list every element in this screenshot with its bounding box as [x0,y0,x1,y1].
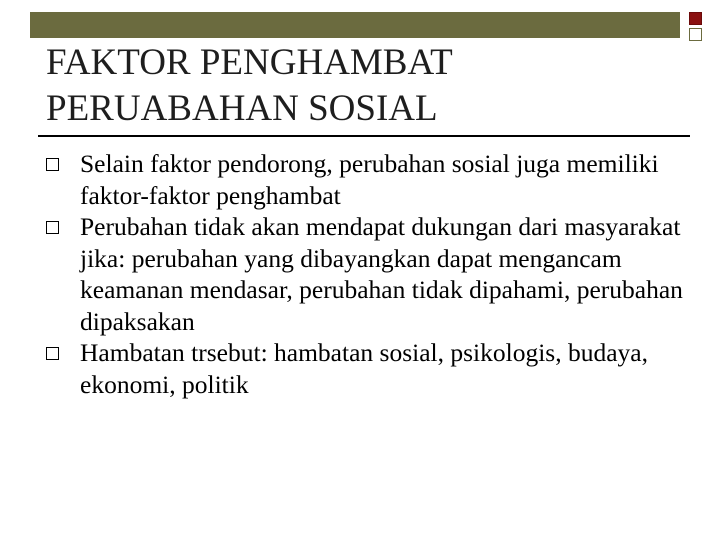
slide-title: FAKTOR PENGHAMBAT PERUABAHAN SOSIAL [46,42,453,129]
bullet-text: Selain faktor pendorong, perubahan sosial juga memiliki faktor-faktor penghambat [80,149,659,210]
bullet-item [46,211,696,337]
bullet-item [46,148,696,211]
top-decorative-bar [30,12,680,38]
square-bullet-icon [46,221,59,234]
title-divider [38,135,690,137]
bullet-item [46,337,696,400]
square-bullet-icon [46,347,59,360]
bullet-text: Hambatan trsebut: hambatan sosial, psikologis, budaya, ekonomi, politik [80,338,648,399]
square-bullet-icon [46,158,59,171]
outline-square-icon [689,28,702,41]
red-square-icon [689,12,702,25]
bullet-list [46,148,696,400]
bullet-text: Perubahan tidak akan mendapat dukungan dari masyarakat jika: perubahan yang dibayangkan dapat mengancam keamanan mendasar, perubahan tidak dipahami, perubahan dipaksakan [80,212,683,336]
